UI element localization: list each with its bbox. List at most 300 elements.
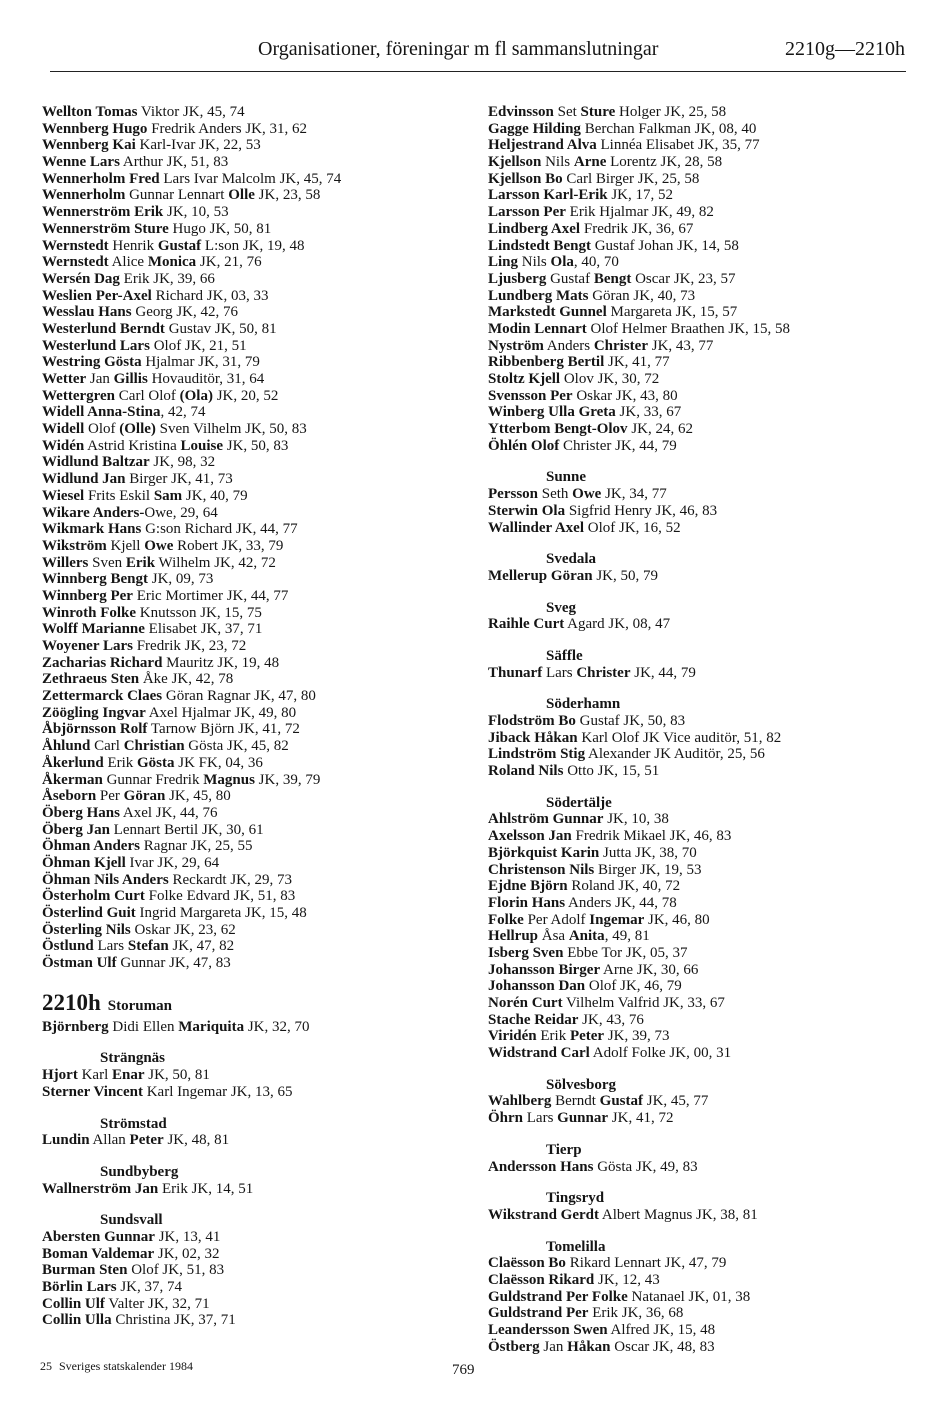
entry: [42, 388, 462, 405]
locality-heading: Sölvesborg: [546, 1076, 617, 1093]
locality-heading: Säffle: [546, 647, 583, 664]
entry-name: Woyener Lars: [42, 638, 133, 654]
entry-name: Claësson Bo: [488, 1255, 566, 1272]
entry: [42, 922, 462, 939]
entry-details: Lars: [523, 1110, 558, 1127]
entry: [488, 928, 928, 945]
entry-name: Wellton Tomas: [42, 104, 138, 120]
entry-name: Åbjörnsson Rolf: [42, 721, 148, 738]
entry-name: Winnberg Per: [42, 587, 133, 604]
locality-group: [488, 795, 928, 1062]
entry-name: Wennerholm Fred: [42, 170, 160, 187]
entry-details: Arne JK, 30, 66: [600, 961, 699, 978]
entry: [488, 321, 928, 338]
entry-name: Wahlberg: [488, 1093, 552, 1110]
entry-name: Monica: [147, 254, 197, 271]
locality-group: [488, 648, 928, 681]
entry-details: Alexander JK Auditör, 25, 56: [585, 746, 765, 763]
entry: [488, 1207, 928, 1224]
entry-name: Owe: [572, 486, 602, 503]
entry-name: Gustaf: [599, 1093, 644, 1110]
entry-details: Roland JK, 40, 72: [567, 878, 681, 895]
entry-details: JK, 45, 80: [165, 788, 231, 805]
entry-name: Ling: [488, 254, 519, 271]
entry-name: Wikare Anders-: [42, 504, 145, 521]
entry-name: Sterner Vincent: [42, 1083, 143, 1100]
entry-name: Larsson Per: [488, 204, 566, 221]
entry-name: Kjellson: [488, 154, 542, 171]
entry-details: Folke Edvard JK, 51, 83: [144, 888, 296, 905]
entry: [488, 1322, 928, 1339]
entry: [42, 705, 462, 722]
entry-name: Winnberg Bengt: [42, 571, 148, 588]
entry-name: Persson: [488, 486, 538, 503]
entry-details: Vilhelm Valfrid JK, 33, 67: [562, 995, 725, 1011]
entry: [488, 1305, 928, 1322]
entry-details: Knutsson JK, 15, 75: [136, 604, 262, 621]
entry-name: Ljusberg: [488, 270, 547, 287]
locality-heading: Svedala: [546, 551, 597, 568]
footer-publication: Sveriges statskalender 1984: [59, 1359, 193, 1373]
entry: [42, 938, 462, 955]
entry-details: Astrid Kristina: [84, 437, 181, 454]
entry-name: Åkerlund: [42, 754, 104, 771]
entry-details: Mauritz JK, 19, 48: [162, 654, 280, 671]
entry: [488, 154, 928, 171]
entry-details: Elisabet JK, 37, 71: [144, 621, 263, 638]
entry: [488, 438, 928, 455]
entry-details: Albert Magnus JK, 38, 81: [598, 1206, 758, 1223]
entry: [42, 238, 462, 255]
entry: [488, 568, 928, 585]
entry: [488, 254, 928, 271]
entry-name: Ejdne Björn: [488, 878, 568, 895]
entry: [42, 638, 462, 655]
entry-name: Gösta: [137, 754, 175, 771]
entry-details: Erik JK, 14, 51: [158, 1180, 254, 1197]
entry-name: Österholm Curt: [42, 888, 145, 905]
entry-details: Didi Ellen: [108, 1018, 179, 1035]
entry-details: Otto JK, 15, 51: [563, 763, 660, 780]
entry: [488, 862, 928, 879]
entry-name: Kjellson Bo: [488, 170, 563, 187]
entry-details: Lars: [542, 664, 577, 681]
entry-details: , 49, 81: [604, 928, 650, 945]
entry: [488, 713, 928, 730]
locality-group: [42, 1116, 462, 1149]
entry-name: Westring Gösta: [42, 354, 142, 371]
entry: [42, 1084, 462, 1101]
entry-name: Mariquita: [178, 1018, 245, 1035]
entry-details: JK, 46, 80: [644, 911, 710, 928]
entry-details: Per Adolf: [523, 911, 590, 928]
entry-name: Öberg Jan: [42, 821, 110, 838]
locality-group: [488, 696, 928, 779]
entry-details: Oscar JK, 23, 57: [631, 270, 736, 287]
entry-details: Georg JK, 42, 76: [131, 304, 239, 321]
entry-name: Zettermarck Claes: [42, 688, 163, 705]
entry-details: Jan: [539, 1338, 568, 1355]
entry: [42, 187, 462, 204]
entry-details: Reckardt JK, 29, 73: [168, 871, 293, 888]
entry-details: Natanael JK, 01, 38: [627, 1288, 751, 1305]
entry-name: Stoltz Kjell: [488, 371, 561, 387]
entry: [488, 746, 928, 763]
entry: [488, 895, 928, 912]
entry: [42, 738, 462, 755]
entry-details: Rikard Lennart JK, 47, 79: [565, 1255, 727, 1272]
entry-details: Oscar JK, 48, 83: [610, 1338, 715, 1355]
entry-details: JK, 20, 52: [212, 387, 279, 404]
entry-name: Gunnar: [557, 1110, 609, 1127]
entry: [42, 404, 462, 421]
locality-group: [42, 1050, 462, 1100]
locality-heading: Strängnäs: [100, 1050, 166, 1067]
entry: [42, 538, 462, 555]
entry-name: Winberg Ulla Greta: [488, 404, 616, 421]
entry-name: Wennberg Kai: [42, 137, 136, 154]
entry-details: JK, 47, 82: [168, 938, 235, 955]
entry-details: Olov JK, 30, 72: [560, 371, 660, 387]
entry-details: Erik JK, 36, 68: [588, 1305, 684, 1322]
entry-details: Jutta JK, 38, 70: [599, 844, 697, 861]
entry-name: Stache Reidar: [488, 1011, 579, 1028]
entry-details: JK, 37, 74: [116, 1279, 183, 1295]
entry-name: Gagge Hilding: [488, 120, 581, 137]
footer-signature: 25: [40, 1359, 52, 1373]
entry-details: Tarnow Björn JK, 41, 72: [147, 721, 300, 738]
entry: [42, 822, 462, 839]
entry-details: JK, 10, 38: [603, 811, 669, 828]
entry-name: Wikström: [42, 537, 107, 554]
entry-name: Åkerman: [42, 771, 103, 788]
entry-details: Erik JK, 39, 66: [119, 270, 215, 287]
entry: [488, 238, 928, 255]
entry-name: Christian: [123, 738, 185, 755]
entry: [42, 288, 462, 305]
entry: [488, 288, 928, 305]
entry-details: Olof: [84, 421, 120, 438]
entry-details: Göran JK, 40, 73: [588, 287, 696, 304]
entry-name: Jiback Håkan: [488, 729, 578, 746]
locality-heading: Sundsvall: [100, 1212, 163, 1229]
entry-name: Wenne Lars: [42, 154, 120, 171]
entry-name: Widén: [42, 437, 85, 454]
entry-name: Christer: [593, 337, 648, 354]
entry: [42, 838, 462, 855]
entry-details: Hjalmar JK, 31, 79: [141, 354, 260, 371]
entry-details: Erik: [536, 1028, 570, 1045]
entry-details: Jan: [86, 371, 114, 387]
entry: [42, 438, 462, 455]
entry-name: Öhlén Olof: [488, 437, 560, 454]
entry-name: Weslien Per-Axel: [42, 287, 152, 304]
entry-name: Louise: [180, 437, 224, 454]
entry-details: Berchan Falkman JK, 08, 40: [580, 120, 757, 137]
entry-details: Sigfrid Henry JK, 46, 83: [565, 502, 718, 519]
entry-details: JK, 41, 77: [604, 354, 670, 371]
entry-details: Margareta JK, 15, 57: [606, 304, 738, 321]
entry-name: Winroth Folke: [42, 604, 137, 621]
entry-name: Öberg Hans: [42, 804, 120, 821]
entry-details: Olof JK, 51, 83: [127, 1262, 225, 1279]
entry-details: JK, 40, 79: [182, 487, 248, 504]
entry-name: Ola: [550, 254, 574, 271]
entry-details: Åsa: [538, 928, 569, 945]
entry-name: Magnus: [203, 771, 255, 788]
entry-name: Öhman Kjell: [42, 854, 126, 871]
entry-name: Enar: [111, 1067, 145, 1084]
section-code: 2210h: [42, 989, 101, 1015]
entry: [488, 763, 928, 780]
entry: [488, 221, 928, 238]
entry-name: Håkan: [567, 1338, 611, 1355]
entry-name: Öhman Anders: [42, 838, 140, 855]
entry: [42, 721, 462, 738]
entry-details: Oskar JK, 43, 80: [572, 387, 678, 404]
entry: [488, 1110, 928, 1127]
entry-name: Östlund: [42, 938, 94, 955]
section-heading: [42, 991, 462, 1015]
entry: [488, 878, 928, 895]
entry-name: Christenson Nils: [488, 861, 595, 878]
entry: [488, 371, 928, 388]
entry-details: Fredrik JK, 23, 72: [132, 638, 247, 654]
entry-name: Åseborn: [42, 788, 97, 805]
entry-name: Johansson Dan: [488, 978, 586, 995]
entry-details: Sven: [88, 554, 126, 571]
entry-name: Owe: [144, 537, 174, 554]
entry: [42, 621, 462, 638]
entry-details: JK, 98, 32: [149, 454, 216, 471]
entry: [488, 421, 928, 438]
entry-details: JK, 12, 43: [594, 1271, 660, 1288]
entry: [42, 137, 462, 154]
entry: [42, 104, 462, 121]
entry-details: JK, 44, 79: [630, 664, 696, 681]
entry-details: Olof JK, 21, 51: [149, 337, 247, 354]
locality-heading: Södertälje: [546, 794, 612, 811]
entry-details: Adolf Folke JK, 00, 31: [589, 1045, 732, 1062]
entry: [42, 571, 462, 588]
entry: [488, 1045, 928, 1062]
entry-name: Viridén: [488, 1028, 537, 1045]
entry-details: JK, 45, 77: [643, 1093, 709, 1110]
entry: [42, 421, 462, 438]
locality-heading: Söderhamn: [546, 696, 621, 713]
entry-details: Karl-Ivar JK, 22, 53: [135, 137, 261, 154]
entry: [488, 354, 928, 371]
entry-details: JK, 39, 79: [254, 771, 321, 788]
entry-name: Mellerup Göran: [488, 567, 593, 584]
entry-name: Christer: [576, 664, 631, 681]
entry-name: Ahlström Gunnar: [488, 811, 604, 828]
entry-name: Östman Ulf: [42, 955, 117, 972]
page-number: 769: [452, 1362, 475, 1378]
entry-name: Olle: [228, 187, 255, 204]
entry-details: Gunnar Lennart: [125, 187, 229, 204]
entry: [42, 555, 462, 572]
entry-name: Boman Valdemar: [42, 1245, 155, 1262]
entry: [42, 304, 462, 321]
entry-name: Leandersson Swen: [488, 1322, 608, 1338]
entry: [488, 912, 928, 929]
entry: [42, 121, 462, 138]
entry-name: Markstedt Gunnel: [488, 304, 607, 321]
entry: [42, 1246, 462, 1263]
locality-heading: Tomelilla: [546, 1238, 606, 1255]
entry-name: Wennerström Sture: [42, 220, 169, 237]
entry: [42, 154, 462, 171]
entry-details: Hugo JK, 50, 81: [168, 220, 272, 237]
entry-name: Göran: [123, 788, 166, 805]
entry: [42, 671, 462, 688]
entry-name: Bengt: [593, 270, 632, 287]
entry-details: Hovauditör, 31, 64: [147, 371, 265, 387]
entry-details: Allan: [89, 1132, 130, 1149]
entry-name: Gillis: [113, 371, 148, 387]
entry-details: Holger JK, 25, 58: [615, 104, 727, 120]
entry-name: Westerlund Lars: [42, 337, 150, 354]
entry: [42, 204, 462, 221]
entry-details: JK, 48, 81: [163, 1132, 230, 1149]
entry-name: Widell Anna-Stina: [42, 404, 161, 421]
entry-details: Anders: [543, 337, 594, 354]
entry-details: Carl Birger JK, 25, 58: [562, 170, 700, 187]
running-header-range: 2210g—2210h: [785, 38, 905, 60]
entry-name: Wallinder Axel: [488, 519, 584, 536]
entry: [488, 978, 928, 995]
entry-details: Arthur JK, 51, 83: [119, 154, 229, 171]
entry-name: Lindström Stig: [488, 746, 586, 763]
entry-name: Lindstedt Bengt: [488, 237, 591, 254]
locality-group: [488, 600, 928, 633]
entry-details: Carl: [90, 738, 124, 755]
entry-details: Axel JK, 44, 76: [119, 804, 218, 821]
entry-details: Alfred JK, 15, 48: [607, 1322, 716, 1338]
entry: [488, 1028, 928, 1045]
entry-name: (Ola): [179, 387, 213, 404]
entry-details: Gustaf JK, 50, 83: [575, 713, 686, 729]
entry-name: Zacharias Richard: [42, 654, 163, 671]
entry: [488, 828, 928, 845]
entry: [488, 945, 928, 962]
entry-name: Wersén Dag: [42, 270, 120, 287]
entry: [488, 811, 928, 828]
entry: [488, 1093, 928, 1110]
entry-details: Olof Helmer Braathen JK, 15, 58: [586, 320, 791, 337]
entry-details: Gustaf: [546, 270, 594, 287]
entry-name: Sam: [153, 487, 183, 504]
entry: [488, 121, 928, 138]
entry-name: Sterwin Ola: [488, 502, 566, 519]
entry-name: Erik: [125, 554, 156, 571]
entry-details: Anders JK, 44, 78: [565, 894, 677, 911]
entry-name: Börlin Lars: [42, 1279, 117, 1295]
locality-group: [42, 1164, 462, 1197]
entry: [42, 588, 462, 605]
entry-name: Björkquist Karin: [488, 844, 600, 861]
locality-heading: Sunne: [546, 469, 587, 486]
entry-name: Ingemar: [589, 911, 645, 928]
entry-details: Ragnar JK, 25, 55: [139, 838, 253, 855]
entry-details: Ebbe Tor JK, 05, 37: [563, 944, 688, 961]
entry-name: Wettergren: [42, 387, 116, 404]
entry-details: Henrik: [108, 237, 158, 254]
right-column: [488, 104, 928, 1355]
entry: [488, 520, 928, 537]
entry-details: JK, 21, 76: [196, 254, 262, 271]
entry: [42, 1019, 462, 1036]
entry: [42, 221, 462, 238]
entry-name: Öhman Nils Anders: [42, 871, 169, 888]
entry-details: Gustaf Johan JK, 14, 58: [590, 237, 739, 254]
entry: [42, 338, 462, 355]
entry: [42, 521, 462, 538]
entry: [488, 845, 928, 862]
entry: [42, 254, 462, 271]
entry: [488, 486, 928, 503]
entry-name: Raihle Curt: [488, 616, 565, 633]
entry-details: Karl Olof JK Vice auditör, 51, 82: [577, 729, 782, 746]
entry-name: Larsson Karl-Erik: [488, 187, 608, 204]
entry-details: Fredrik Mikael JK, 46, 83: [571, 828, 732, 845]
entry-details: Carl Olof: [115, 387, 180, 404]
entry: [42, 1132, 462, 1149]
entry-details: Erik Hjalmar JK, 49, 82: [565, 204, 714, 221]
locality-heading: Strömstad: [100, 1115, 167, 1132]
entry: [42, 755, 462, 772]
entry-details: JK, 09, 73: [148, 571, 214, 588]
entry-name: Widstrand Carl: [488, 1045, 590, 1062]
entry-name: Guldstrand Per: [488, 1305, 589, 1322]
entry: [488, 338, 928, 355]
entry: [42, 454, 462, 471]
entry-name: Westerlund Berndt: [42, 320, 165, 337]
entry-name: Svensson Per: [488, 387, 573, 404]
entry-name: Nyström: [488, 337, 544, 354]
entry-name: Florin Hans: [488, 894, 566, 911]
entry-name: Heljestrand Alva: [488, 137, 597, 154]
entry-details: JK, 43, 76: [578, 1011, 644, 1028]
entry-name: Österling Nils: [42, 921, 131, 938]
entry-details: Gustav JK, 50, 81: [164, 320, 277, 337]
entry-details: Åke JK, 42, 78: [139, 671, 234, 688]
entry-name: Widlund Baltzar: [42, 454, 150, 471]
entry-name: Wernstedt: [42, 237, 109, 254]
entry-details: JK, 50, 83: [223, 437, 289, 454]
entry: [42, 788, 462, 805]
entry: [42, 855, 462, 872]
entry-details: Ivar JK, 29, 64: [125, 854, 220, 871]
entry-name: Wolff Marianne: [42, 621, 145, 638]
entry-name: Willers: [42, 554, 89, 571]
entry-name: (Olle): [119, 421, 156, 438]
entry-name: Lindberg Axel: [488, 220, 581, 237]
entry-name: Collin Ulla: [42, 1312, 112, 1329]
entry-name: Modin Lennart: [488, 320, 587, 337]
entry-details: Karl: [77, 1067, 112, 1084]
entry-details: Fredrik Anders JK, 31, 62: [147, 120, 308, 137]
entry: [42, 888, 462, 905]
entry-details: JK, 33, 67: [615, 404, 682, 421]
entry: [42, 1229, 462, 1246]
entry-details: Oskar JK, 23, 62: [130, 921, 236, 938]
locality-heading: Sundbyberg: [100, 1163, 179, 1180]
entry: [488, 388, 928, 405]
entry: [488, 1255, 928, 1272]
locality-group: [488, 1142, 928, 1175]
